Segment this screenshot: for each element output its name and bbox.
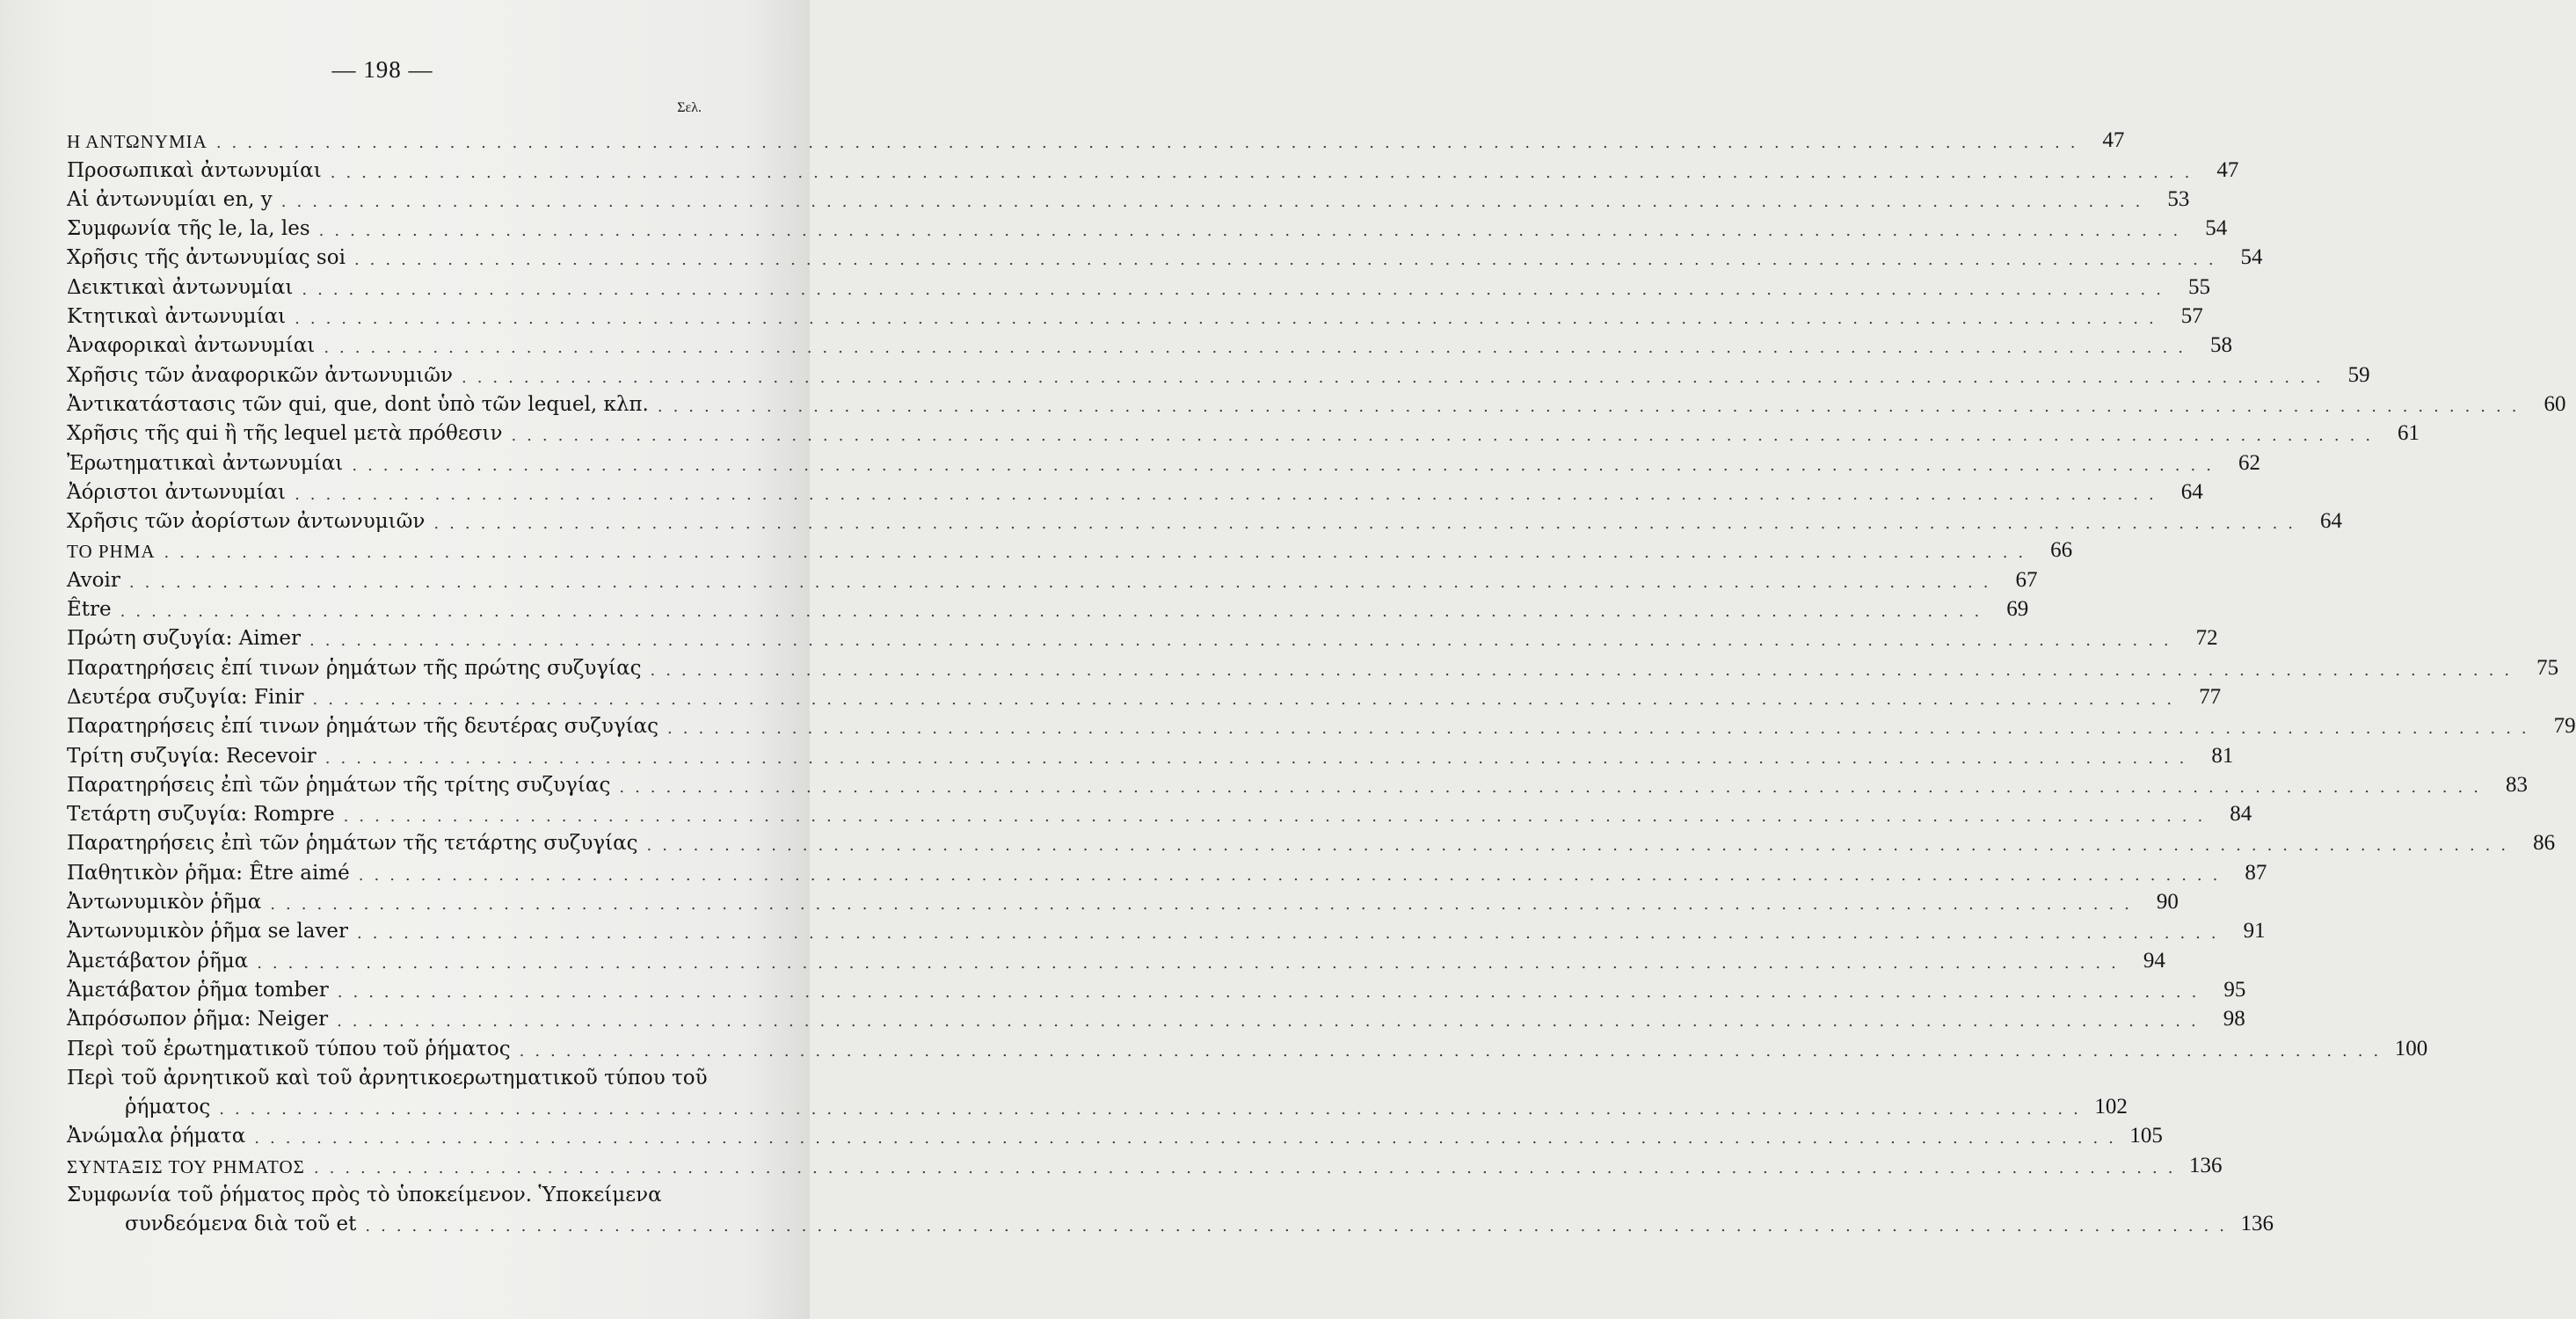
dot-leader bbox=[301, 633, 2179, 649]
toc-entry-title: ῥήματος bbox=[125, 1096, 211, 1119]
toc-entry bbox=[67, 151, 2239, 182]
dot-leader bbox=[348, 926, 2227, 942]
toc-entry bbox=[67, 122, 2125, 153]
toc-entry-page: 47 bbox=[2216, 157, 2239, 182]
toc-entry bbox=[67, 1147, 2223, 1177]
toc-entry-page: 136 bbox=[2240, 1212, 2274, 1236]
toc-entry-title: Χρῆσις τῶν ἀναφορικῶν ἀντωνυμιῶν bbox=[67, 363, 453, 387]
toc-entry-page: 55 bbox=[2187, 274, 2210, 299]
page-column-label: Σελ. bbox=[677, 100, 702, 115]
dot-leader bbox=[322, 165, 2201, 181]
toc-entry bbox=[67, 444, 2260, 475]
toc-entry bbox=[67, 415, 2420, 446]
toc-entry-title: Παρατηρήσεις ἐπί τινων ῥημάτων τῆς πρώτης συζυγίας bbox=[67, 656, 642, 680]
toc-entry-page: 75 bbox=[2536, 655, 2559, 680]
toc-entry-page: 95 bbox=[2223, 977, 2246, 1002]
toc-entry bbox=[67, 298, 2203, 329]
toc-entry-title: Χρῆσις τῶν ἀορίστων ἀντωνυμιῶν bbox=[67, 510, 426, 534]
toc-entry-title: Ἀόριστοι ἀντωνυμίαι bbox=[67, 480, 287, 504]
toc-entry-title: Προσωπικαὶ ἀντωνυμίαι bbox=[67, 158, 322, 182]
toc-entry bbox=[67, 679, 2222, 709]
toc-entry-page: 72 bbox=[2195, 626, 2218, 651]
toc-entry bbox=[67, 942, 2165, 973]
dot-leader bbox=[659, 721, 2537, 737]
toc-entry bbox=[67, 1001, 2245, 1031]
toc-entry-page: 47 bbox=[2102, 128, 2125, 153]
toc-entry-page: 98 bbox=[2223, 1007, 2245, 1031]
toc-entry-page: 102 bbox=[2094, 1095, 2128, 1119]
toc-entry bbox=[67, 561, 2038, 592]
toc-entry bbox=[67, 649, 2559, 680]
dot-leader bbox=[511, 1044, 2390, 1060]
toc-entry-page: 61 bbox=[2398, 421, 2420, 446]
toc-entry-page: 100 bbox=[2394, 1036, 2428, 1060]
dot-leader bbox=[120, 575, 1999, 591]
dot-leader bbox=[610, 780, 2489, 796]
toc-entry bbox=[67, 474, 2203, 504]
toc-entry-page: 90 bbox=[2156, 890, 2179, 915]
dot-leader bbox=[293, 282, 2172, 298]
dot-leader bbox=[248, 956, 2127, 972]
toc-entry-page: 77 bbox=[2199, 684, 2222, 709]
toc-entry bbox=[67, 620, 2218, 651]
toc-entry bbox=[67, 972, 2246, 1002]
toc-entry-page: 136 bbox=[2188, 1153, 2223, 1177]
toc-entry-title: Ἀμετάβατον ῥῆμα bbox=[67, 949, 249, 973]
dot-leader bbox=[310, 223, 2189, 239]
dot-leader bbox=[273, 194, 2151, 210]
toc-entry-title: Παθητικὸν ῥῆμα: Être aimé bbox=[67, 861, 350, 885]
toc-entry-page: 91 bbox=[2243, 919, 2266, 944]
toc-entry-page: 81 bbox=[2211, 743, 2234, 768]
toc-entry-page: 64 bbox=[2180, 479, 2203, 504]
toc-entry-title: Ἀμετάβατον ῥῆμα tomber bbox=[67, 978, 329, 1002]
dot-leader bbox=[350, 868, 2229, 884]
toc-entry bbox=[67, 913, 2266, 944]
toc-entry bbox=[67, 884, 2179, 915]
toc-entry-page: 84 bbox=[2230, 802, 2252, 827]
toc-entry-title: Πρώτη συζυγία: Aimer bbox=[67, 627, 302, 651]
toc-entry-page: 66 bbox=[2050, 538, 2073, 563]
dot-leader bbox=[286, 311, 2165, 327]
dot-leader bbox=[156, 545, 2034, 561]
toc-entry bbox=[67, 737, 2234, 768]
toc-entry bbox=[67, 1030, 2428, 1060]
toc-entry-page: 79 bbox=[2553, 714, 2576, 739]
dot-leader bbox=[303, 692, 2182, 708]
toc-entry-page: 87 bbox=[2245, 860, 2267, 885]
toc-entry bbox=[67, 268, 2210, 299]
dot-leader bbox=[502, 428, 2381, 444]
toc-entry bbox=[67, 503, 2343, 534]
toc-entry-page: 86 bbox=[2533, 831, 2556, 856]
toc-entry-title: Αἱ ἀντωνυμίαι en, y bbox=[67, 187, 273, 211]
toc-entry-title: Ἀντωνυμικὸν ῥῆμα se laver bbox=[67, 920, 349, 944]
dot-leader bbox=[317, 751, 2195, 767]
toc-entry-title: Ἀντωνυμικὸν ῥῆμα bbox=[67, 891, 262, 915]
dot-leader bbox=[286, 487, 2165, 503]
toc-entry-title: Τετάρτη συζυγία: Rompre bbox=[67, 803, 335, 827]
toc-entry-page: 64 bbox=[2320, 509, 2343, 534]
dot-leader bbox=[649, 399, 2528, 415]
toc-entry-page: 69 bbox=[2006, 597, 2029, 622]
toc-entry-title: Ἀπρόσωπον ῥῆμα: Neiger bbox=[67, 1008, 329, 1031]
dot-leader bbox=[245, 1131, 2124, 1147]
toc-entry-page: 54 bbox=[2240, 245, 2263, 270]
toc-entry-title: Τρίτη συζυγία: Recevoir bbox=[67, 744, 317, 768]
toc-entry bbox=[67, 591, 2029, 622]
toc-entry-title: Δεικτικαὶ ἀντωνυμίαι bbox=[67, 275, 294, 299]
toc-entry-title: Παρατηρήσεις ἐπὶ τῶν ῥημάτων τῆς τετάρτης συζυγίας bbox=[67, 832, 638, 856]
toc-entry-page: 105 bbox=[2129, 1124, 2163, 1148]
toc-entry-page: 57 bbox=[2180, 304, 2203, 329]
dot-leader bbox=[329, 985, 2208, 1001]
toc-entry-page: 59 bbox=[2347, 362, 2370, 387]
dot-leader bbox=[453, 370, 2332, 386]
dot-leader bbox=[641, 663, 2520, 679]
toc-entry-page: 60 bbox=[2543, 391, 2566, 416]
toc-entry-title: ΣΥΝΤΑΞΙΣ ΤΟΥ ΡΗΜΑΤΟΣ bbox=[67, 1155, 305, 1177]
toc-entry bbox=[67, 210, 2228, 241]
toc-entry-page: 83 bbox=[2505, 772, 2528, 797]
toc-entry bbox=[67, 796, 2252, 827]
toc-entry-page: 54 bbox=[2205, 216, 2228, 241]
toc-entry-title: Ἀνώμαλα ῥήματα bbox=[67, 1125, 246, 1148]
toc-entry bbox=[67, 327, 2232, 358]
toc-entry-title: Περὶ τοῦ ἀρνητικοῦ καὶ τοῦ ἀρνητικοερωτηματικοῦ τύπου τοῦ bbox=[67, 1066, 708, 1089]
toc-entry-page: 67 bbox=[2015, 567, 2038, 592]
dot-leader bbox=[335, 809, 2214, 825]
toc-entry bbox=[67, 1118, 2163, 1148]
toc-entry-title: συνδεόμενα διὰ τοῦ et bbox=[125, 1213, 357, 1236]
toc-entry-title: Παρατηρήσεις ἐπὶ τῶν ῥημάτων τῆς τρίτης συζυγίας bbox=[67, 773, 611, 797]
toc-entry-page: 94 bbox=[2143, 948, 2165, 973]
toc-entry bbox=[67, 1206, 2274, 1236]
toc-entry bbox=[67, 1089, 2128, 1119]
toc-entry bbox=[67, 854, 2267, 885]
toc-entry-title: Χρῆσις τῆς ἀντωνυμίας soi bbox=[67, 246, 346, 270]
toc-entry bbox=[67, 181, 2190, 211]
toc-entry-page: 62 bbox=[2238, 450, 2260, 475]
toc-entry-title: Κτητικαὶ ἀντωνυμίαι bbox=[67, 305, 287, 329]
toc-entry-title: Avoir bbox=[67, 568, 120, 592]
toc-entry bbox=[67, 825, 2556, 856]
dot-leader bbox=[328, 1014, 2207, 1030]
dot-leader bbox=[210, 1102, 2089, 1118]
toc-entry-title: Ἀντικατάστασις τῶν qui, que, dont ὑπὸ τῶν lequel, κλπ. bbox=[67, 392, 649, 416]
toc-entry bbox=[67, 532, 2073, 563]
toc-entry-title: Δευτέρα συζυγία: Finir bbox=[67, 685, 304, 709]
toc-entry-title: Χρῆσις τῆς qui ἢ τῆς lequel μετὰ πρόθεσιν bbox=[67, 422, 503, 446]
toc-entry bbox=[67, 767, 2528, 797]
toc-entry-title: ΤΟ ΡΗΜΑ bbox=[67, 541, 156, 563]
dot-leader bbox=[207, 135, 2086, 151]
table-of-contents bbox=[67, 122, 2576, 1236]
dot-leader bbox=[305, 1161, 2184, 1177]
dot-leader bbox=[356, 1219, 2235, 1235]
toc-entry-title: Συμφωνία τῆς le, la, les bbox=[67, 217, 310, 241]
toc-entry bbox=[67, 708, 2576, 739]
dot-leader bbox=[315, 340, 2194, 356]
dot-leader bbox=[638, 838, 2517, 854]
toc-entry-page: 58 bbox=[2209, 333, 2232, 358]
toc-entry-title: Η ΑΝΤΩΝΥΜΙΑ bbox=[67, 131, 207, 153]
toc-entry-title: Συμφωνία τοῦ ῥήματος πρὸς τὸ ὑποκείμενον. Ὑποκείμενα bbox=[67, 1183, 662, 1206]
toc-entry bbox=[67, 1177, 702, 1206]
toc-entry-title: Être bbox=[67, 598, 112, 622]
toc-entry-title: Ἐρωτηματικαὶ ἀντωνυμίαι bbox=[67, 451, 344, 475]
page-number: — 198 — bbox=[331, 56, 433, 83]
toc-entry-title: Περὶ τοῦ ἐρωτηματικοῦ τύπου τοῦ ῥήματος bbox=[67, 1037, 511, 1060]
toc-entry bbox=[67, 239, 2263, 270]
dot-leader bbox=[343, 458, 2222, 474]
toc-entry bbox=[67, 356, 2370, 387]
toc-entry bbox=[67, 386, 2566, 416]
toc-entry-page: 53 bbox=[2167, 186, 2190, 211]
toc-entry-title: Παρατηρήσεις ἐπί τινων ῥημάτων τῆς δευτέρας συζυγίας bbox=[67, 715, 659, 739]
dot-leader bbox=[261, 897, 2140, 913]
dot-leader bbox=[112, 604, 1990, 620]
toc-entry bbox=[67, 1060, 708, 1089]
toc-entry-title: Ἀναφορικαὶ ἀντωνυμίαι bbox=[67, 334, 316, 358]
dot-leader bbox=[425, 516, 2303, 532]
dot-leader bbox=[346, 252, 2224, 268]
